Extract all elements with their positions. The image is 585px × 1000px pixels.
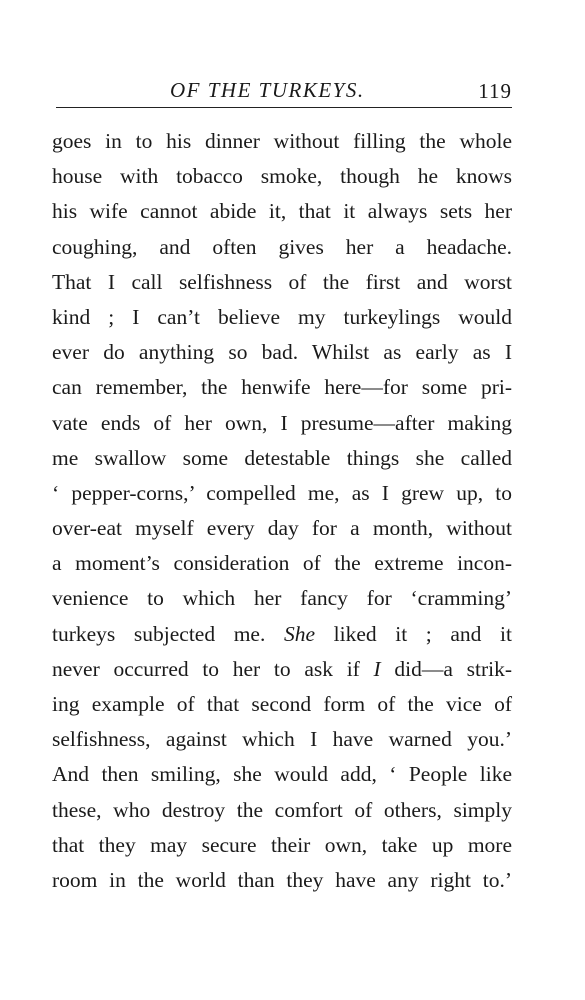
running-header [52,72,514,108]
text-line: a moment’s consideration of the extreme incon- [52,551,512,576]
text-line: these, who destroy the comfort of others, simply [52,797,512,822]
text-line: selfishness, against which I have warned you.’ [52,727,512,752]
text-line: turkeys subjected me. She liked it ; and it [52,621,512,646]
body-text [52,124,512,898]
emphasis: I [359,656,395,681]
emphasis: She [283,621,316,646]
text-line: over-eat myself every day for a month, without [52,516,512,541]
text-line: room in the world than they have any right to.’ [52,867,512,892]
text-line: that they may secure their own, take up more [52,832,512,857]
page-number: 119 [478,79,512,103]
header-rule [56,107,512,108]
text-line: ing example of that second form of the vice of [52,692,512,716]
text-line: ever do anything so bad. Whilst as early as I [52,340,512,365]
running-title: OF THE TURKEYS. [170,78,365,102]
text-line: me swallow some detestable things she called [52,445,512,470]
text-line: coughing, and often gives her a headache. [52,234,512,259]
text-line: ‘ pepper-corns,’ compelled me, as I grew up, to [52,480,512,505]
text-line: goes in to his dinner without filling the whole [52,129,512,153]
text-line: kind ; I can’t believe my turkeylings would [52,304,512,329]
text-line: That I call selfishness of the first and worst [52,269,512,294]
text-line: house with tobacco smoke, though he knows [52,164,512,189]
text-line: venience to which her fancy for ‘cramming’ [52,586,512,611]
text-line: his wife cannot abide it, that it always sets her [52,199,512,224]
text-line: never occurred to her to ask if I did—a strik- [52,656,512,681]
text-line: can remember, the henwife here—for some pri- [52,375,512,400]
text-line: And then smiling, she would add, ‘ People like [52,762,512,787]
text-line: vate ends of her own, I presume—after making [52,410,512,435]
